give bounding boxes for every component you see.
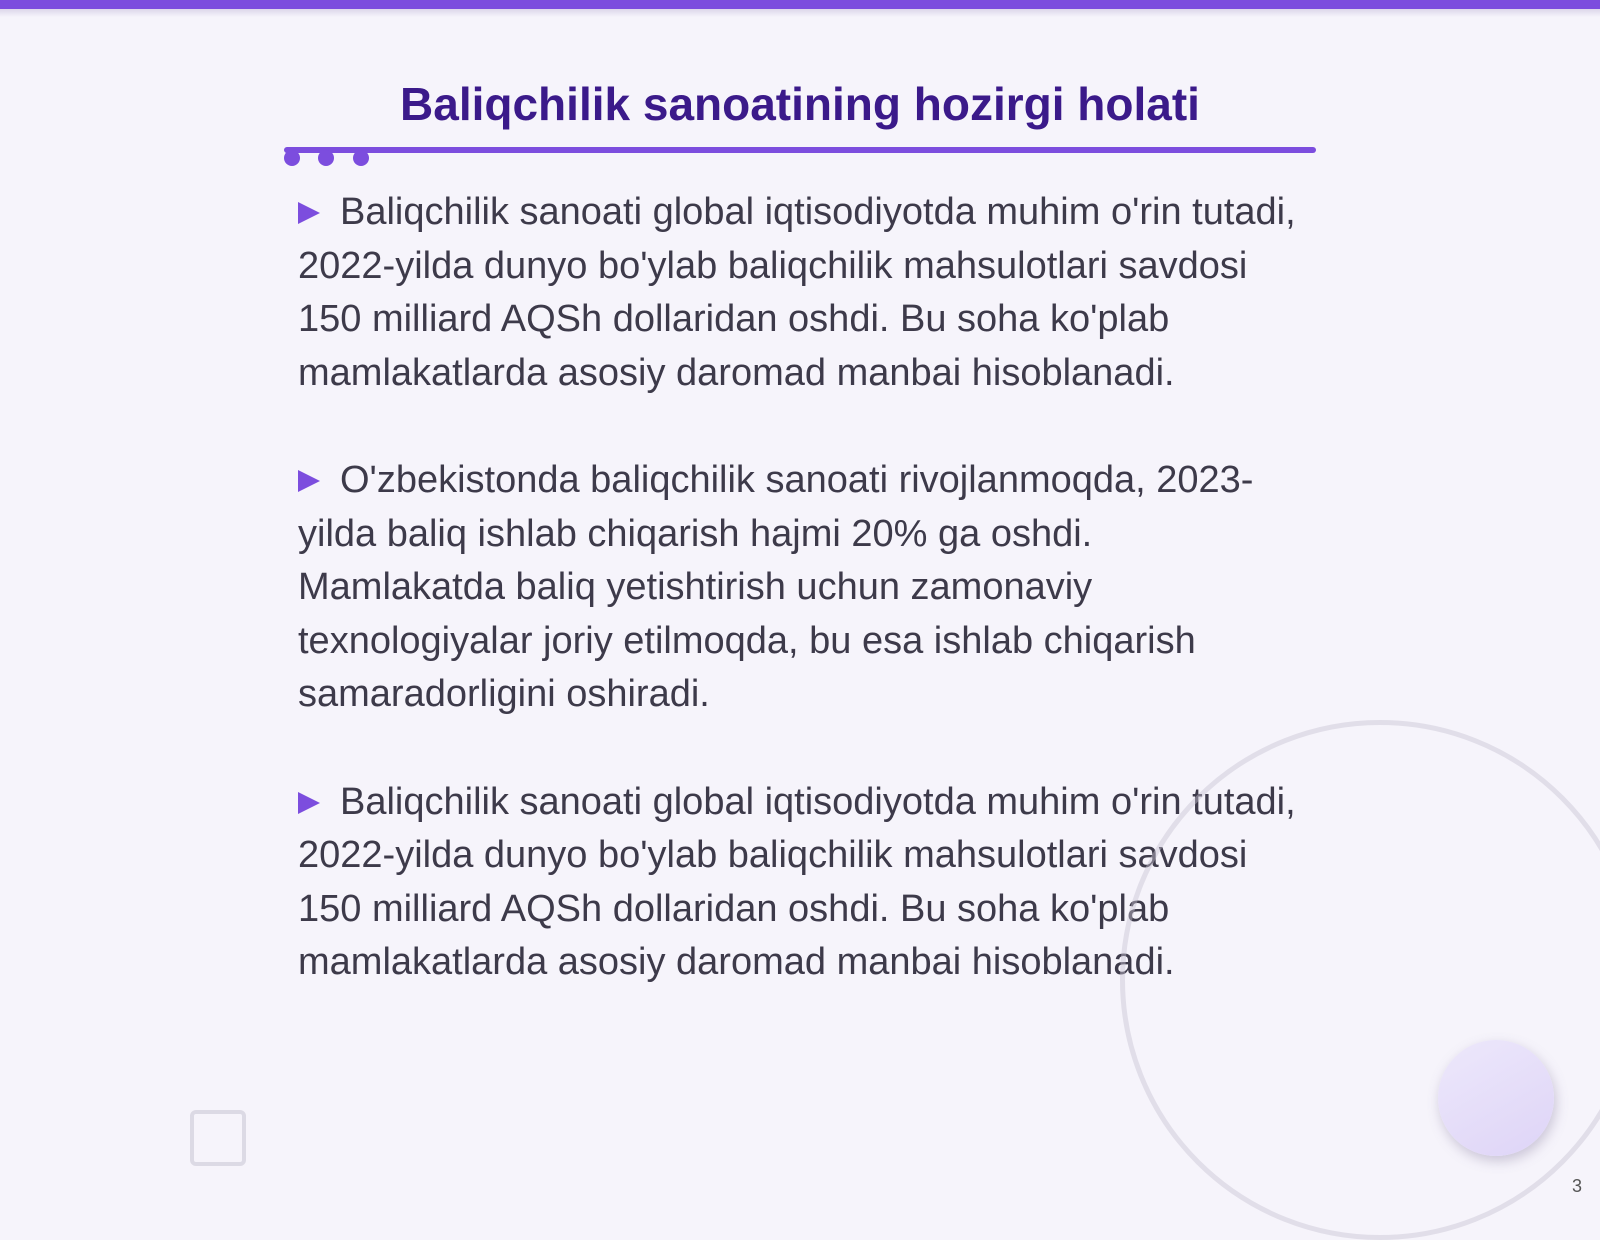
triangle-bullet-icon (298, 792, 320, 814)
top-accent-bar (0, 0, 1600, 9)
decorative-dot-2 (318, 150, 334, 166)
top-bar-shadow (0, 9, 1600, 17)
slide-title: Baliqchilik sanoatining hozirgi holati (400, 78, 1200, 130)
decorative-dot-1 (284, 150, 300, 166)
bullet-item (298, 454, 1298, 722)
triangle-bullet-icon (298, 202, 320, 224)
decorative-square (190, 1110, 246, 1166)
triangle-bullet-icon (298, 470, 320, 492)
decorative-dot-3 (353, 150, 369, 166)
bullet-text: Baliqchilik sanoati global iqtisodiyotda muhim o'rin tutadi, 2022-yilda dunyo bo'ylab baliqchilik mahsulotlari savdosi 150 milliard AQSh dollaridan oshdi. Bu soha ko'plab mamlakatlarda asosiy daromad manbai hisoblanadi. (298, 780, 1296, 983)
bullet-item (298, 186, 1298, 400)
title-underline (284, 147, 1316, 153)
decorative-circle (1438, 1040, 1554, 1156)
bullet-text: O'zbekistonda baliqchilik sanoati rivojlanmoqda, 2023-yilda baliq ishlab chiqarish hajmi 20% ga oshdi. Mamlakatda baliq yetishtirish uchun zamonaviy texnologiyalar joriy etilmoqda, bu esa ishlab chiqarish samaradorligini oshiradi. (298, 459, 1254, 715)
page-number: 3 (1571, 1176, 1582, 1196)
bullet-text: Baliqchilik sanoati global iqtisodiyotda muhim o'rin tutadi, 2022-yilda dunyo bo'ylab baliqchilik mahsulotlari savdosi 150 milliard AQSh dollaridan oshdi. Bu soha ko'plab mamlakatlarda asosiy daromad manbai hisoblanadi. (298, 191, 1296, 394)
